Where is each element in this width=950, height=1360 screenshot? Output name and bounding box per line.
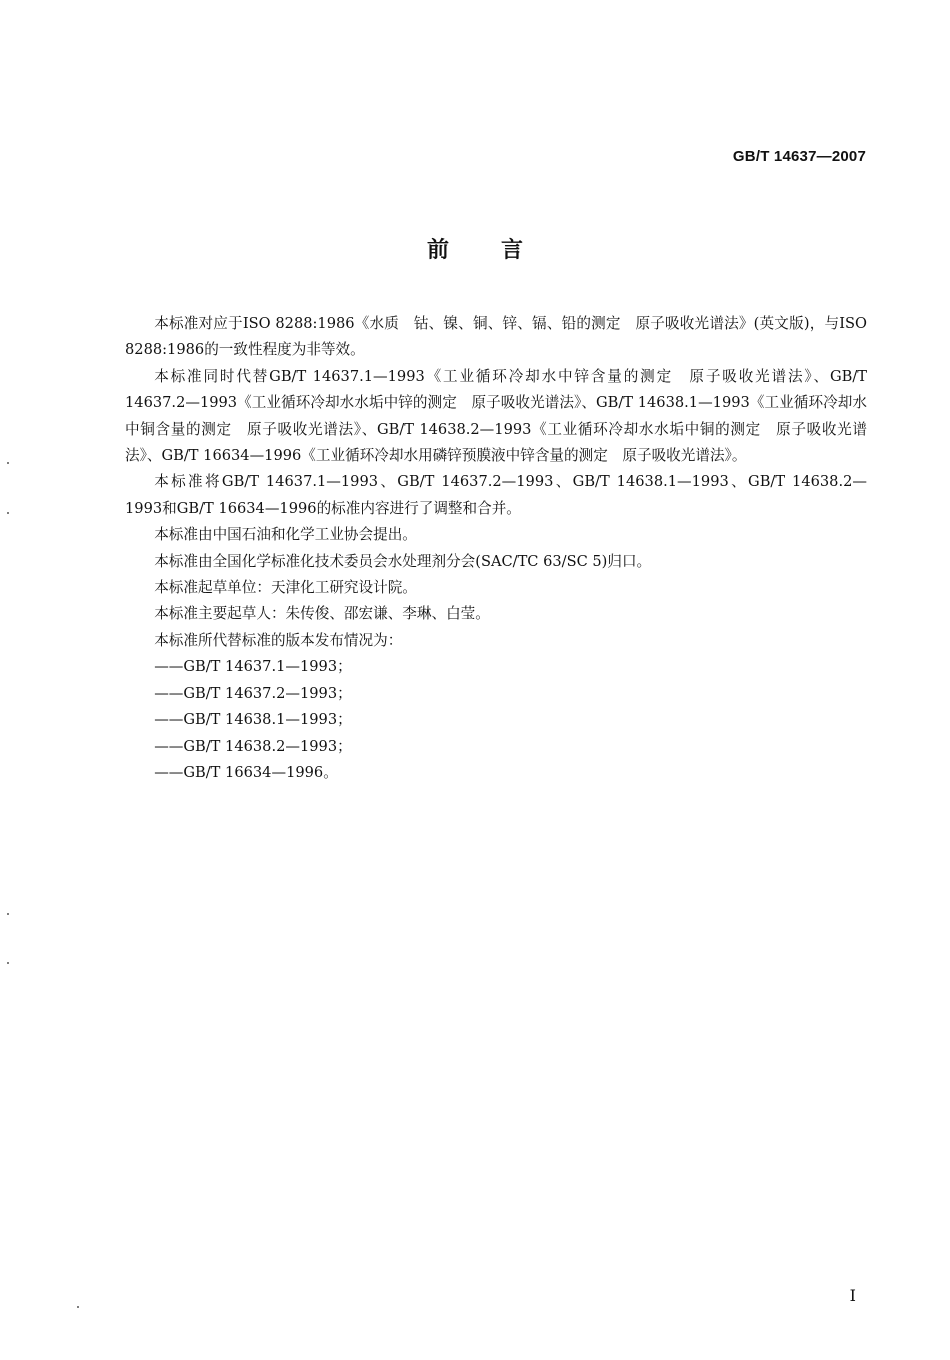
- standard-code: GB/T 14637—2007: [732, 148, 866, 165]
- paragraph-replaces: 本标准同时代替GB/T 14637.1—1993《工业循环冷却水中锌含量的测定 原子吸收光谱法》、GB/T 14637.2—1993《工业循环冷却水水垢中锌的测定 原子吸收光谱法》、GB/T 14638.1—1993《工业循环冷却水中铜含量的测定 原子吸收光谱法》、GB/T 14638.2—1993《工业循环冷却水水垢中铜的测定 原子吸收光谱法》、GB/T 16634—1996《工业循环冷却水用磷锌预膜液中锌含量的测定 原子吸收光谱法》。: [125, 367, 867, 465]
- list-item: ——GB/T 16634—1996。: [154, 763, 338, 781]
- page-number: I: [849, 1286, 856, 1305]
- paragraph-correspondence: 本标准对应于ISO 8288:1986《水质 钴、镍、铜、锌、镉、铅的测定 原子吸收光谱法》(英文版)，与ISO 8288:1986的一致性程度为非等效。: [125, 315, 867, 359]
- paragraph-versions-intro: 本标准所代替标准的版本发布情况为：: [154, 631, 403, 649]
- list-item: ——GB/T 14637.1—1993；: [154, 658, 352, 676]
- paragraph-proposer: 本标准由中国石油和化学工业协会提出。: [154, 526, 417, 544]
- scan-speck: [77, 1306, 79, 1308]
- paragraph-merge: 本标准将GB/T 14637.1—1993、GB/T 14637.2—1993、GB/T 14638.1—1993、GB/T 14638.2—1993和GB/T 16634—1996的标准内容进行了调整和合并。: [125, 473, 867, 517]
- scan-speck: [7, 512, 9, 514]
- page-title: [0, 233, 950, 264]
- list-item: ——GB/T 14638.2—1993；: [154, 737, 352, 755]
- list-item: ——GB/T 14638.1—1993；: [154, 711, 352, 729]
- paragraph-drafters: 本标准主要起草人：朱传俊、邵宏谦、李琳、白莹。: [154, 605, 490, 623]
- paragraph-committee: 本标准由全国化学标准化技术委员会水处理剂分会(SAC/TC 63/SC 5)归口。: [154, 552, 652, 570]
- replaced-versions-list: [125, 654, 867, 786]
- scan-speck: [7, 462, 9, 464]
- foreword-body: [125, 311, 867, 786]
- title-char-1: 前: [426, 238, 449, 263]
- scan-speck: [7, 913, 9, 915]
- list-item: ——GB/T 14637.2—1993；: [154, 684, 352, 702]
- paragraph-drafting-unit: 本标准起草单位：天津化工研究设计院。: [154, 579, 417, 597]
- title-char-2: 言: [501, 238, 524, 263]
- scan-speck: [7, 962, 9, 964]
